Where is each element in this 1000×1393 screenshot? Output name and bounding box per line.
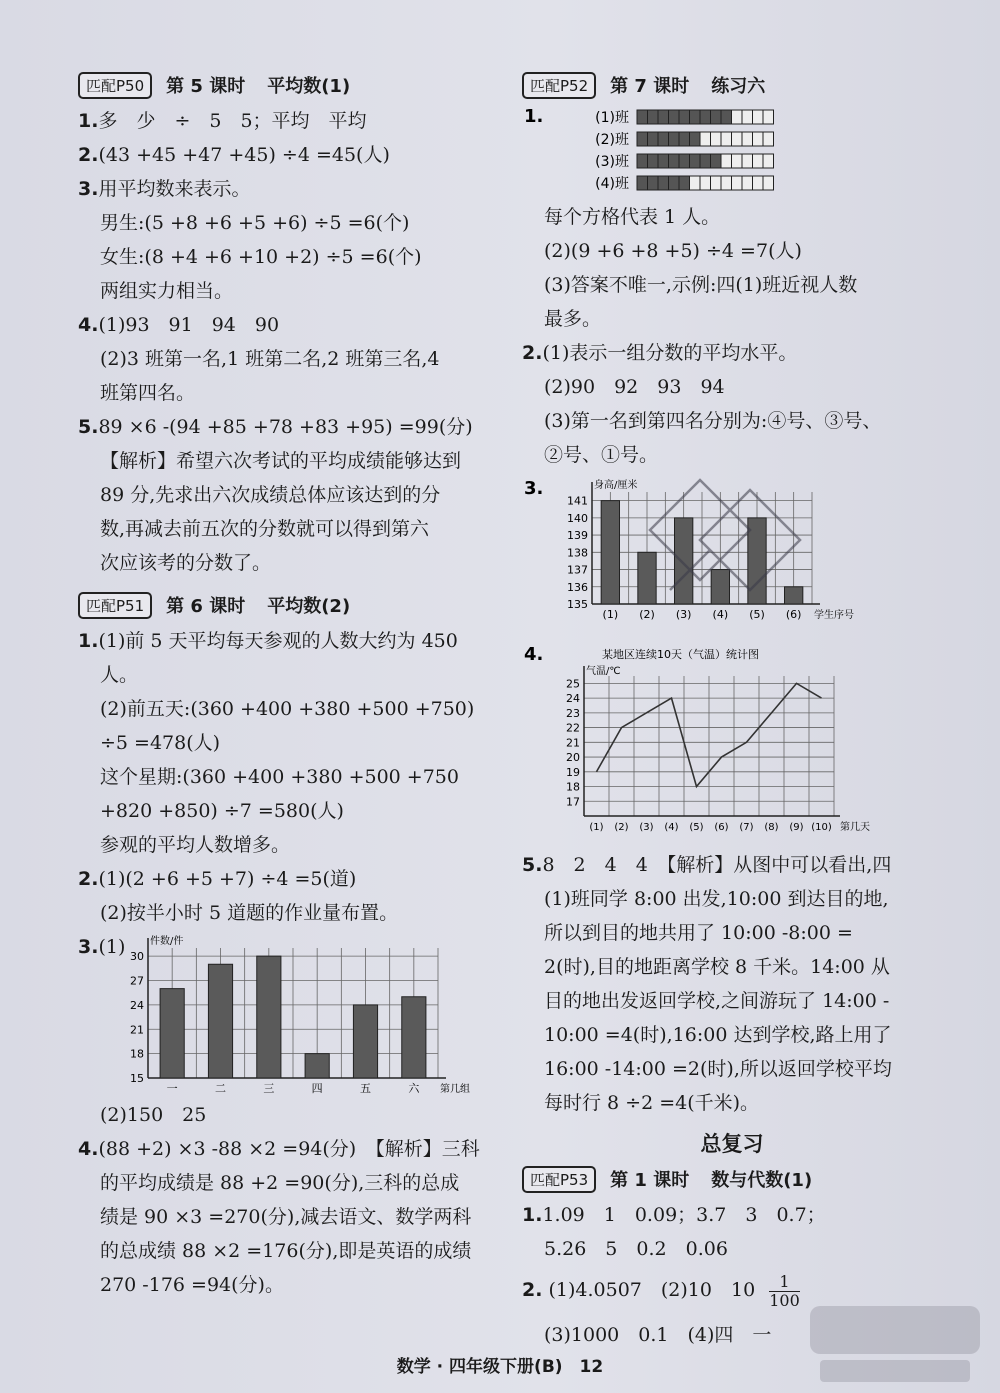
answer-text: 89 分,先求出六次成绩总体应该达到的分	[100, 484, 441, 506]
grid-cell	[753, 110, 764, 124]
question-number: 4.	[78, 314, 99, 336]
p51-answers-continued	[78, 1098, 498, 1302]
grid-cell	[711, 176, 722, 190]
y-tick-label: 24	[566, 692, 580, 706]
answer-line	[78, 274, 498, 308]
x-tick-label: (6)	[714, 822, 729, 833]
grid-cell	[700, 132, 711, 146]
answer-text: 1.09 1 0.09；3.7 3 0.7；	[542, 1204, 826, 1226]
answer-line	[78, 104, 498, 138]
answer-line	[78, 1268, 498, 1302]
answer-text: (43 +45 +47 +45) ÷4 =45(人)	[98, 144, 390, 166]
bar	[353, 1005, 377, 1078]
answer-line	[78, 1234, 498, 1268]
y-tick-label: 19	[566, 765, 580, 779]
answer-text: (2)按半小时 5 道题的作业量布置。	[100, 902, 399, 924]
grid-cell	[679, 154, 690, 168]
grid-cell	[637, 110, 648, 124]
y-tick-label: 15	[130, 1072, 144, 1085]
p53-answers	[522, 1198, 942, 1266]
bar	[711, 570, 729, 604]
height-bar-chart-svg	[522, 476, 942, 636]
grid-cell	[658, 110, 669, 124]
p52-answers	[522, 200, 942, 472]
answer-line	[78, 240, 498, 274]
grid-cell	[690, 176, 701, 190]
answer-text: 这个星期:(360 +400 +380 +500 +750	[100, 766, 459, 788]
answer-line	[522, 268, 942, 302]
answer-text: (1)	[98, 936, 126, 958]
answer-line	[78, 138, 498, 172]
answer-line	[78, 1098, 498, 1132]
answer-line	[78, 828, 498, 862]
y-tick-label: 30	[130, 950, 144, 964]
grid-cell	[763, 110, 774, 124]
question-number: 3.	[524, 478, 544, 499]
question-number: 2.	[78, 144, 99, 166]
row-label: (2)班	[595, 132, 629, 148]
grid-cell	[721, 176, 732, 190]
grid-cell	[732, 132, 743, 146]
section-header-p52	[522, 70, 942, 100]
chart-title: 某地区连续10天（气温）统计图	[602, 648, 759, 661]
homework-bar-chart-svg	[78, 930, 498, 1098]
y-tick-label: 25	[566, 677, 580, 691]
x-tick-label: (3)	[675, 608, 692, 621]
bar	[675, 518, 693, 604]
answer-line	[78, 862, 498, 896]
answer-text: 人。	[100, 664, 139, 686]
bar	[748, 518, 766, 604]
question-number: 1.	[78, 630, 99, 652]
answer-line	[78, 1166, 498, 1200]
lesson-topic: 练习六	[711, 76, 766, 97]
answer-text: ÷5 =478(人)	[100, 732, 221, 754]
answer-text: 数,再减去前五次的分数就可以得到第六	[100, 518, 430, 540]
answer-line	[78, 410, 498, 444]
answer-line	[522, 336, 942, 370]
answer-text: 班第四名。	[100, 382, 196, 404]
answer-text: (1)4.0507 (2)10 10	[548, 1279, 756, 1301]
row-label: (4)班	[595, 176, 629, 192]
y-tick-label: 18	[566, 780, 580, 794]
question-number: 3.	[78, 936, 99, 958]
y-axis-label: 身高/厘米	[594, 480, 638, 491]
answer-text: 参观的平均人数增多。	[100, 834, 291, 856]
x-tick-label: (9)	[789, 822, 804, 833]
grid-cell	[637, 176, 648, 190]
grid-cell	[732, 176, 743, 190]
grid-cell	[721, 110, 732, 124]
answer-line	[78, 342, 498, 376]
homework-bar-chart	[78, 930, 498, 1098]
question-number: 2.	[522, 342, 543, 364]
answer-text: (1)93 91 94 90	[98, 314, 280, 336]
answer-line	[78, 512, 498, 546]
grid-cell	[700, 176, 711, 190]
x-tick-label: (2)	[614, 822, 629, 833]
answer-line	[78, 308, 498, 342]
question-number: 4.	[524, 644, 544, 665]
grid-cell	[658, 176, 669, 190]
height-bar-chart	[522, 476, 942, 636]
y-axis-label: 件数/件	[150, 936, 184, 947]
answer-line: (3)1000 0.1 (4)四 一	[544, 1324, 772, 1346]
answer-text: 次应该考的分数了。	[100, 552, 272, 574]
x-tick-label: 四	[311, 1082, 323, 1095]
x-tick-label: 六	[408, 1082, 420, 1095]
answer-line	[78, 546, 498, 580]
bar	[257, 956, 281, 1078]
answer-text: (88 +2) ×3 -88 ×2 =94(分) 【解析】三科	[98, 1138, 480, 1160]
x-tick-label: 三	[263, 1082, 275, 1095]
x-axis-label: 第几组	[440, 1084, 470, 1095]
answer-text: 的平均成绩是 88 +2 =90(分),三科的总成	[100, 1172, 460, 1194]
x-tick-label: (3)	[639, 822, 654, 833]
answer-line	[522, 404, 942, 438]
grid-cell	[763, 154, 774, 168]
fraction-denominator: 100	[769, 1290, 800, 1310]
bar	[638, 552, 656, 604]
x-tick-label: (1)	[602, 608, 619, 621]
row-label: (3)班	[595, 154, 629, 170]
grid-cell	[658, 154, 669, 168]
row-label: (1)班	[595, 110, 629, 126]
answer-line	[78, 444, 498, 478]
question-number: 1.	[522, 1204, 543, 1226]
y-tick-label: 24	[130, 998, 144, 1012]
grid-cell	[679, 132, 690, 146]
x-tick-label: (2)	[639, 608, 655, 621]
answer-line	[522, 1198, 942, 1232]
answer-text: (2)(9 +6 +8 +5) ÷4 =7(人)	[544, 240, 802, 262]
grid-cell	[721, 132, 732, 146]
grid-cell	[700, 110, 711, 124]
fraction-numerator: 1	[769, 1273, 800, 1292]
answer-line	[522, 882, 942, 916]
bar	[785, 587, 803, 604]
grid-cell	[690, 132, 701, 146]
x-tick-label: (4)	[712, 608, 729, 621]
grid-cell	[669, 176, 680, 190]
p51-answers	[78, 624, 498, 964]
lesson-topic: 数与代数(1)	[711, 1170, 813, 1191]
answer-line	[522, 234, 942, 268]
x-axis-label: 第几天	[840, 822, 870, 833]
grid-cell	[648, 154, 659, 168]
x-tick-label: (7)	[739, 822, 754, 833]
x-axis-label: 学生序号	[814, 610, 854, 621]
grid-cell	[711, 154, 722, 168]
x-tick-label: (6)	[785, 608, 802, 621]
y-tick-label: 140	[567, 511, 588, 525]
question-number: 5.	[78, 416, 99, 438]
grid-cell	[679, 176, 690, 190]
y-tick-label: 22	[566, 721, 580, 735]
answer-line	[522, 1232, 942, 1266]
grid-cell	[721, 154, 732, 168]
answer-line	[522, 1266, 942, 1314]
y-tick-label: 21	[566, 736, 580, 750]
answer-line	[522, 1018, 942, 1052]
answer-text: 2(时),目的地距离学校 8 千米。14:00 从	[544, 956, 890, 978]
question-number: 2.	[78, 868, 99, 890]
answer-text: 男生:(5 +8 +6 +5 +6) ÷5 =6(个)	[100, 212, 410, 234]
grid-cell	[753, 154, 764, 168]
answer-line	[78, 624, 498, 658]
lesson-topic: 平均数(1)	[267, 76, 351, 97]
bar	[160, 989, 184, 1078]
grid-cell	[742, 110, 753, 124]
grid-cell	[669, 132, 680, 146]
x-tick-label: 二	[215, 1082, 226, 1095]
answer-text: 目的地出发返回学校,之间游玩了 14:00 -	[544, 990, 890, 1012]
answer-line	[522, 984, 942, 1018]
answer-text: 16:00 -14:00 =2(时),所以返回学校平均	[544, 1058, 892, 1080]
y-axis-label: 气温/℃	[586, 666, 621, 677]
grid-cell	[742, 154, 753, 168]
p50-answers	[78, 104, 498, 580]
y-tick-label: 135	[567, 598, 588, 611]
answer-line	[522, 200, 942, 234]
match-tag: 匹配P50	[78, 72, 152, 99]
y-tick-label: 138	[567, 546, 588, 560]
answer-text: 多 少 ÷ 5 5；平均 平均	[98, 110, 367, 132]
bar	[402, 997, 426, 1078]
y-tick-label: 137	[567, 563, 588, 577]
y-tick-label: 21	[130, 1023, 144, 1037]
answer-text: 用平均数来表示。	[98, 178, 251, 200]
x-tick-label: (1)	[589, 822, 604, 833]
answer-text: (1)班同学 8:00 出发,10:00 到达目的地,	[544, 888, 889, 910]
answer-text: ②号、①号。	[544, 444, 659, 466]
answer-text: (2)150 25	[100, 1104, 207, 1126]
grid-cell	[658, 132, 669, 146]
y-tick-label: 141	[567, 494, 588, 508]
page-footer: 数学 · 四年级下册(B) 12	[396, 1357, 604, 1377]
question-number: 3.	[78, 178, 99, 200]
match-tag: 匹配P53	[522, 1166, 596, 1193]
answer-text: (2)前五天:(360 +400 +380 +500 +750)	[100, 698, 475, 720]
answer-line	[522, 370, 942, 404]
answer-text: 的总成绩 88 ×2 =176(分),即是英语的成绩	[100, 1240, 472, 1262]
fraction	[769, 1273, 800, 1310]
y-tick-label: 17	[566, 795, 580, 809]
answer-line	[78, 692, 498, 726]
grid-cell	[669, 154, 680, 168]
x-tick-label: (8)	[764, 822, 779, 833]
grid-cell	[753, 176, 764, 190]
lesson-label: 第 5 课时	[166, 76, 246, 97]
answer-line	[78, 376, 498, 410]
section-header-p50	[78, 70, 498, 100]
answer-text: 10:00 =4(时),16:00 达到学校,路上用了	[544, 1024, 892, 1046]
grid-cell	[763, 132, 774, 146]
lesson-label: 第 6 课时	[166, 596, 246, 617]
bar	[305, 1054, 329, 1078]
answer-text: 89 ×6 -(94 +85 +78 +83 +95) =99(分)	[98, 416, 473, 438]
x-tick-label: 一	[166, 1082, 178, 1095]
question-number: 2.	[522, 1279, 543, 1301]
temperature-line-chart-svg	[522, 644, 942, 844]
y-tick-label: 18	[130, 1047, 144, 1061]
y-tick-label: 136	[567, 580, 588, 594]
answer-line	[78, 206, 498, 240]
bar	[208, 964, 232, 1078]
p52-answers-continued	[522, 848, 942, 1120]
myopia-grid-chart-svg	[522, 104, 942, 200]
answer-line	[522, 438, 942, 472]
right-column	[522, 70, 942, 1352]
lesson-label: 第 1 课时	[610, 1170, 690, 1191]
answer-text: 最多。	[544, 308, 602, 330]
answer-text: 270 -176 =94(分)。	[100, 1274, 284, 1296]
answer-line	[522, 916, 942, 950]
answer-line	[78, 760, 498, 794]
section-header-p51	[78, 590, 498, 620]
answer-text: (1)前 5 天平均每天参观的人数大约为 450	[98, 630, 458, 652]
grid-cell	[732, 110, 743, 124]
myopia-grid-chart	[522, 104, 942, 200]
temperature-line-chart	[522, 644, 942, 844]
y-tick-label: 27	[130, 974, 144, 988]
review-title: 总复习	[700, 1132, 764, 1156]
answer-text: (2)90 92 93 94	[544, 376, 725, 398]
answer-text: +820 +850) ÷7 =580(人)	[100, 800, 344, 822]
section-header-p53	[522, 1164, 942, 1194]
answer-line	[78, 658, 498, 692]
grid-cell	[669, 110, 680, 124]
answer-line	[78, 1132, 498, 1166]
grid-cell	[742, 132, 753, 146]
answer-text: 所以到目的地共用了 10:00 -8:00 =	[544, 922, 853, 944]
x-tick-label: (5)	[749, 608, 765, 621]
bar	[601, 501, 619, 604]
answer-text: 女生:(8 +4 +6 +10 +2) ÷5 =6(个)	[100, 246, 422, 268]
grid-cell	[690, 110, 701, 124]
grid-cell	[711, 132, 722, 146]
answer-text: (3)第一名到第四名分别为:④号、③号、	[544, 410, 882, 432]
x-tick-label: 五	[360, 1082, 371, 1095]
grid-cell	[753, 132, 764, 146]
grid-cell	[690, 154, 701, 168]
answer-text: (1)表示一组分数的平均水平。	[542, 342, 798, 364]
grid-cell	[763, 176, 774, 190]
answer-line	[522, 302, 942, 336]
answer-text: (2)3 班第一名,1 班第二名,2 班第三名,4	[100, 348, 440, 370]
left-column	[78, 70, 498, 1302]
grid-cell	[637, 154, 648, 168]
answer-line	[522, 1086, 942, 1120]
answer-text: (1)(2 +6 +5 +7) ÷4 =5(道)	[98, 868, 357, 890]
answer-line	[522, 1052, 942, 1086]
answer-line	[78, 172, 498, 206]
answer-text: 8 2 4 4 【解析】从图中可以看出,四	[542, 854, 892, 876]
answer-line	[522, 950, 942, 984]
question-number: 4.	[78, 1138, 99, 1160]
x-tick-label: (4)	[664, 822, 679, 833]
answer-text: 每时行 8 ÷2 =4(千米)。	[544, 1092, 760, 1114]
answer-line	[522, 848, 942, 882]
answer-text: 绩是 90 ×3 =270(分),减去语文、数学两科	[100, 1206, 472, 1228]
answer-line	[78, 896, 498, 930]
answer-line	[78, 794, 498, 828]
grid-cell	[742, 176, 753, 190]
lesson-label: 第 7 课时	[610, 76, 690, 97]
grid-cell	[679, 110, 690, 124]
answer-text: 每个方格代表 1 人。	[544, 206, 721, 228]
x-tick-label: (5)	[689, 822, 704, 833]
grid-cell	[648, 176, 659, 190]
answer-line	[78, 478, 498, 512]
match-tag: 匹配P52	[522, 72, 596, 99]
question-number: 5.	[522, 854, 543, 876]
lesson-topic: 平均数(2)	[267, 596, 351, 617]
match-tag: 匹配P51	[78, 592, 152, 619]
grid-cell	[637, 132, 648, 146]
answer-text: 两组实力相当。	[100, 280, 234, 302]
y-tick-label: 20	[566, 751, 580, 765]
x-tick-label: (10)	[811, 822, 832, 833]
y-tick-label: 23	[566, 706, 580, 720]
answer-text: (3)答案不唯一,示例:四(1)班近视人数	[544, 274, 858, 296]
grid-cell	[732, 154, 743, 168]
y-tick-label: 139	[567, 529, 588, 543]
answer-line	[78, 726, 498, 760]
answer-text: 5.26 5 0.2 0.06	[544, 1238, 728, 1260]
question-number: 1.	[524, 106, 544, 127]
grid-cell	[700, 154, 711, 168]
answer-text: 【解析】希望六次考试的平均成绩能够达到	[100, 450, 462, 472]
grid-cell	[648, 110, 659, 124]
answer-line	[78, 1200, 498, 1234]
question-number: 1.	[78, 110, 99, 132]
grid-cell	[711, 110, 722, 124]
grid-cell	[648, 132, 659, 146]
